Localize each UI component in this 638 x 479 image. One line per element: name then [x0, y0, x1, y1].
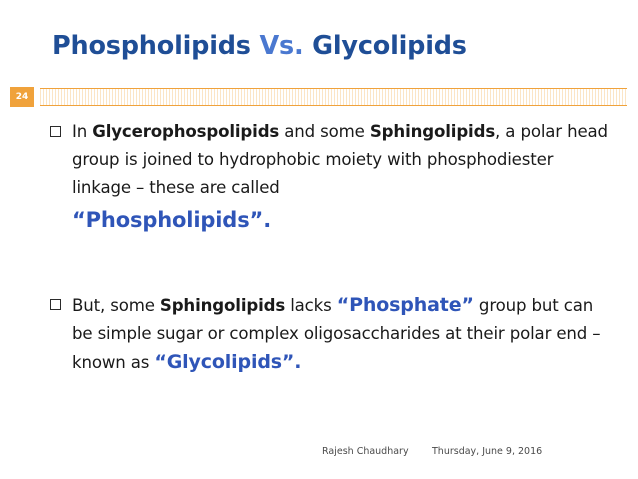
footer-author: Rajesh Chaudhary: [322, 446, 409, 457]
page-number-badge: [10, 87, 34, 107]
title-part-2: Glycolipids: [303, 31, 467, 61]
highlight-phospholipids: “Phospholipids”.: [72, 208, 272, 232]
term-sphingolipids: Sphingolipids: [369, 122, 496, 141]
title-part-1: Phospholipids: [52, 31, 260, 61]
bullet-text-segment: and some: [279, 122, 370, 141]
bullet-text-segment: In: [72, 122, 93, 141]
term-glycerophospolipids: Glycerophospolipids: [92, 122, 280, 141]
footer-date: Thursday, June 9, 2016: [432, 446, 543, 457]
term-sphingolipids: Sphingolipids: [159, 296, 286, 315]
page-number: 24: [15, 92, 29, 102]
bullet-square-icon: [50, 126, 61, 137]
title-vs: Vs.: [259, 31, 304, 61]
bullet-text-segment: But, some: [72, 296, 160, 315]
header-divider: [40, 88, 627, 106]
highlight-phosphate: “Phosphate”: [336, 294, 474, 316]
bullet-text: [72, 291, 610, 377]
bullet-glycolipids: [50, 291, 610, 377]
bullet-text-segment: , a polar head group is joined to hydrophobic moiety with phosphodiester linkage – these are called: [72, 122, 608, 197]
bullet-text: [72, 118, 610, 236]
bullet-square-icon: [50, 299, 61, 310]
bullet-phospholipids: [50, 118, 610, 236]
bullet-text-segment: lacks: [285, 296, 337, 315]
bullet-text-segment: group but can be simple sugar or complex oligosaccharides at their polar end – known as: [72, 296, 601, 372]
highlight-glycolipids: “Glycolipids”.: [154, 351, 302, 373]
slide-title: [52, 31, 467, 61]
